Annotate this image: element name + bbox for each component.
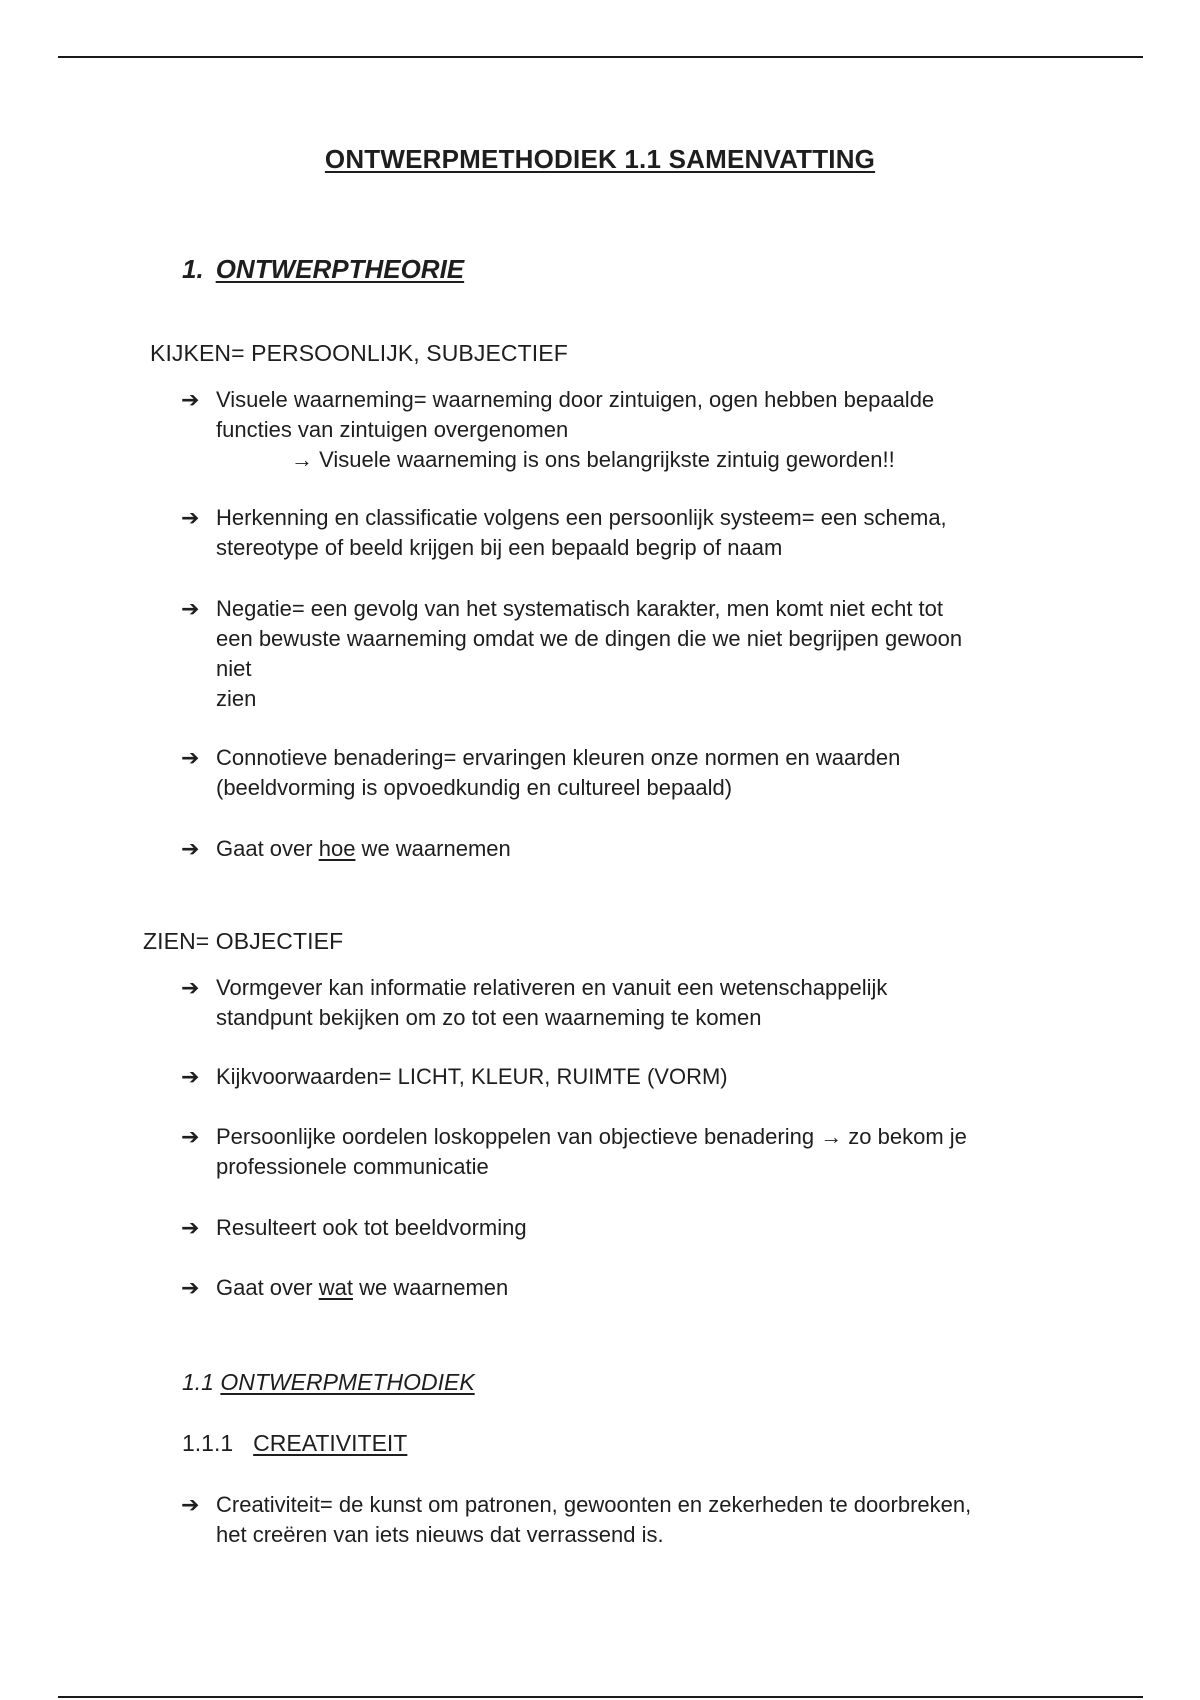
list-item: ➔ Negatie= een gevolg van het systematisch karakter, men komt niet echt tot een bewuste waarneming omdat we de dingen die we niet begrijpen gewoon niet zien [181, 596, 963, 711]
list-item: ➔ Resulteert ook tot beeldvorming [181, 1213, 1061, 1243]
list-item: ➔ Vormgever kan informatie relativeren en vanuit een wetenschappelijk standpunt bekijken om zo tot een waarneming te komen [181, 975, 888, 1030]
list-item: ➔ Herkenning en classificatie volgens een persoonlijk systeem= een schema, stereotype of beeld krijgen bij een bepaald begrip of naam [181, 505, 947, 560]
list-item: ➔ Kijkvoorwaarden= LICHT, KLEUR, RUIMTE (VORM) [181, 1062, 1061, 1092]
emphasis: hoe [318, 836, 356, 861]
section-heading-1-1 [182, 1369, 475, 1396]
section-title: ONTWERPTHEORIE [215, 254, 465, 284]
arrow-right-icon: ➔ [181, 1492, 200, 1517]
arrow-right-icon: ➔ [181, 505, 200, 530]
arrow-right-icon: ➔ [181, 1215, 200, 1240]
list-item: ➔ Visuele waarneming= waarneming door zintuigen, ogen hebben bepaalde functies van zintuigen overgenomen → Visuele waarneming is ons belangrijkste zintuig geworden!! [181, 385, 1061, 475]
list-item: ➔ Persoonlijke oordelen loskoppelen van objectieve benadering → zo bekom je professionele communicatie [181, 1124, 967, 1179]
arrow-right-icon: ➔ [181, 387, 200, 412]
top-divider [58, 56, 1143, 58]
section-number: 1.1.1 [182, 1430, 234, 1456]
arrow-right-icon: ➔ [181, 745, 200, 770]
section-number: 1. [182, 254, 204, 284]
list-item: ➔ Gaat over wat we waarnemen [181, 1273, 1061, 1303]
section-heading-1 [182, 254, 464, 285]
emphasis: wat [318, 1275, 353, 1300]
kijken-label: KIJKEN= PERSOONLIJK, SUBJECTIEF [150, 340, 568, 366]
zien-label: ZIEN= OBJECTIEF [143, 928, 344, 954]
arrow-right-icon: ➔ [181, 1064, 200, 1089]
section-title: ONTWERPMETHODIEK [220, 1369, 475, 1395]
arrow-right-icon: ➔ [181, 836, 200, 861]
sub-point: → Visuele waarneming is ons belangrijkste zintuig geworden!! [291, 447, 895, 472]
list-item: ➔ Connotieve benadering= ervaringen kleuren onze normen en waarden (beeldvorming is opvoedkundig en cultureel bepaald) [181, 745, 901, 800]
arrow-right-icon: ➔ [181, 1124, 200, 1149]
arrow-right-icon: ➔ [181, 1275, 200, 1300]
arrow-right-icon: ➔ [181, 975, 200, 1000]
bottom-divider [58, 1696, 1143, 1698]
list-item: ➔ Creativiteit= de kunst om patronen, gewoonten en zekerheden te doorbreken, het creëren van iets nieuws dat verrassend is. [181, 1492, 972, 1547]
arrow-right-icon: ➔ [181, 596, 200, 621]
section-number: 1.1 [182, 1369, 214, 1395]
document-title: ONTWERPMETHODIEK 1.1 SAMENVATTING [324, 144, 876, 174]
section-title: CREATIVITEIT [253, 1430, 408, 1456]
section-heading-1-1-1 [182, 1430, 407, 1457]
list-item: ➔ Gaat over hoe we waarnemen [181, 834, 1061, 864]
